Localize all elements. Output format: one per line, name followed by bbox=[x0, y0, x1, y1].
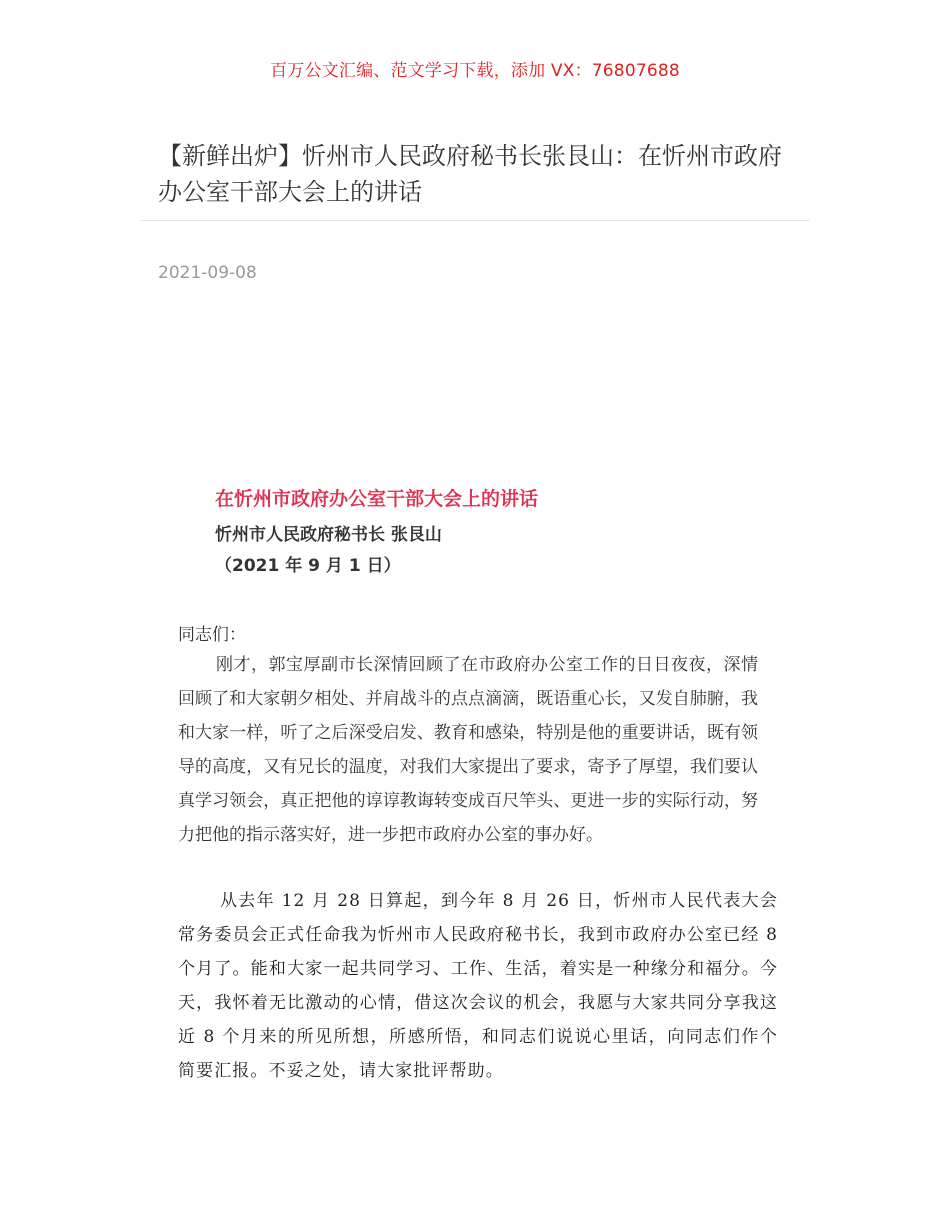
watermark-banner: 百万公文汇编、范文学习下载，添加 VX：76807688 bbox=[270, 61, 680, 81]
speech-title: 在忻州市政府办公室干部大会上的讲话 bbox=[215, 488, 539, 510]
speech-author: 忻州市人民政府秘书长 张艮山 bbox=[215, 525, 442, 545]
publish-date: 2021-09-08 bbox=[158, 263, 257, 283]
body-paragraph: 刚才，郭宝厚副市长深情回顾了在市政府办公室工作的日日夜夜，深情回顾了和大家朝夕相处、并肩战斗的点点滴滴，既语重心长，又发自肺腑，我和大家一样，听了之后深受启发、教育和感染，特别是他的重要讲话，既有领导的高度，又有兄长的温度，对我们大家提出了要求，寄予了厚望，我们要认真学习领会，真正把他的谆谆教诲转变成百尺竿头、更进一步的实际行动，努力把他的指示落实好，进一步把市政府办公室的事办好。 bbox=[178, 655, 758, 845]
article-title: 【新鲜出炉】忻州市人民政府秘书长张艮山：在忻州市政府办公室干部大会上的讲话 bbox=[158, 142, 782, 206]
title-divider bbox=[140, 220, 810, 221]
body-paragraph: 从去年 12 月 28 日算起，到今年 8 月 26 日，忻州市人民代表大会常务委员会正式任命我为忻州市人民政府秘书长，我到市政府办公室已经 8 个月了。能和大家一起共同学习、工作、生活，着实是一种缘分和福分。今天，我怀着无比激动的心情，借这次会议的机会，我愿与大家共同分享我这近 8 个月来的所见所想，所感所悟，和同志们说说心里话，向同志们作个简要汇报。不妥之处，请大家批评帮助。 bbox=[178, 891, 778, 1081]
speech-date: （2021 年 9 月 1 日） bbox=[215, 556, 401, 576]
salutation: 同志们： bbox=[178, 625, 246, 645]
